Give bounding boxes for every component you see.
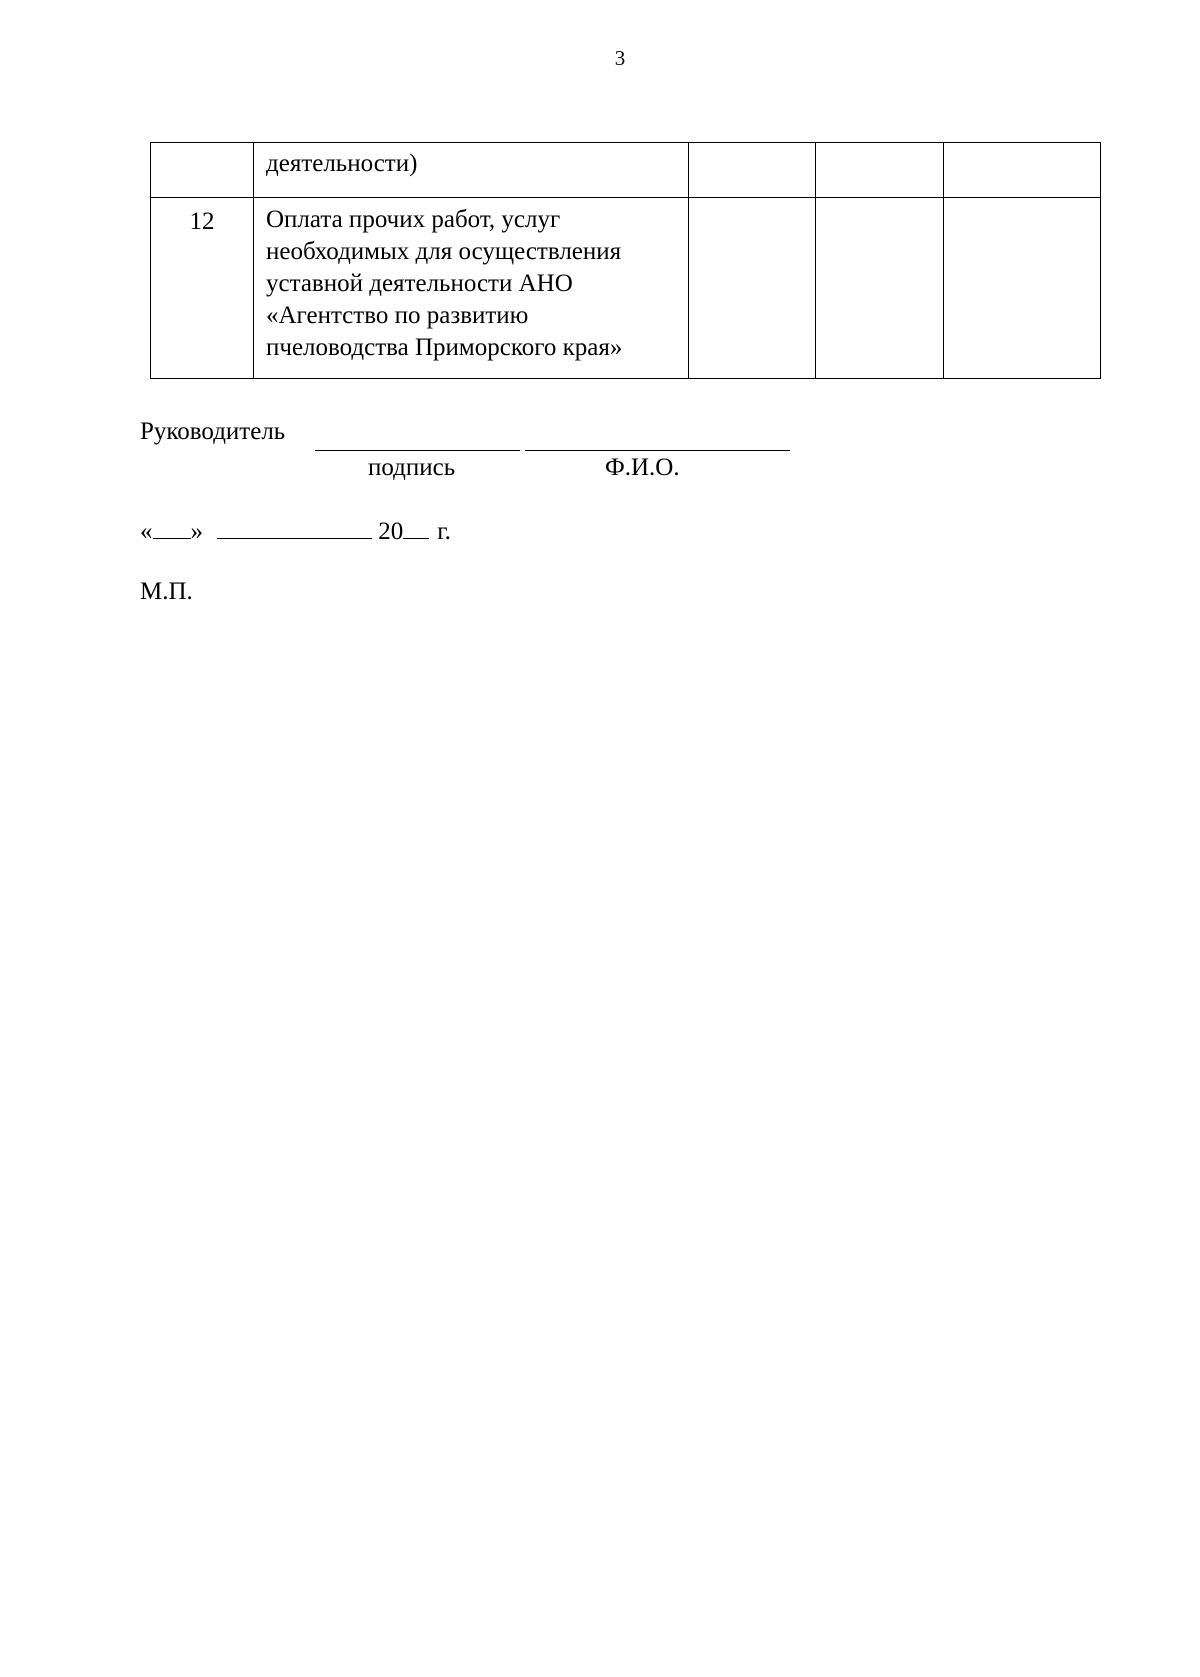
signature-blank xyxy=(315,450,520,451)
date-open-quote: « xyxy=(140,518,153,545)
description-cell xyxy=(254,198,689,379)
empty-cell xyxy=(944,198,1101,379)
empty-cell xyxy=(816,143,944,198)
empty-cell xyxy=(816,198,944,379)
signature-caption: подпись xyxy=(368,454,456,481)
description-line: уставной деятельности АНО xyxy=(266,270,573,297)
description-line: деятельности) xyxy=(266,150,418,177)
signature-label: Руководитель xyxy=(140,418,286,445)
year-prefix: 20 xyxy=(378,518,404,545)
description-line: необходимых для осуществления xyxy=(266,238,622,265)
date-close-quote: » xyxy=(190,518,203,545)
description-line: пчеловодства Приморского края» xyxy=(266,334,623,361)
empty-cell xyxy=(689,143,816,198)
name-caption: Ф.И.О. xyxy=(605,454,680,481)
row-number-cell: 12 xyxy=(151,198,254,379)
year-blank xyxy=(403,518,429,539)
month-blank xyxy=(217,518,372,539)
date-line xyxy=(140,518,451,546)
table-row xyxy=(151,198,1101,379)
row-number-cell xyxy=(151,143,254,198)
year-suffix: г. xyxy=(437,518,451,545)
day-blank xyxy=(153,518,191,539)
expenses-table xyxy=(150,142,1101,379)
description-line: Оплата прочих работ, услуг xyxy=(266,206,561,233)
table-row xyxy=(151,143,1101,198)
name-blank xyxy=(525,450,790,451)
page-number: 3 xyxy=(614,46,626,70)
empty-cell xyxy=(689,198,816,379)
empty-cell xyxy=(944,143,1101,198)
description-line: «Агентство по развитию xyxy=(266,302,529,329)
stamp-label: М.П. xyxy=(140,578,193,605)
description-cell xyxy=(254,143,689,198)
